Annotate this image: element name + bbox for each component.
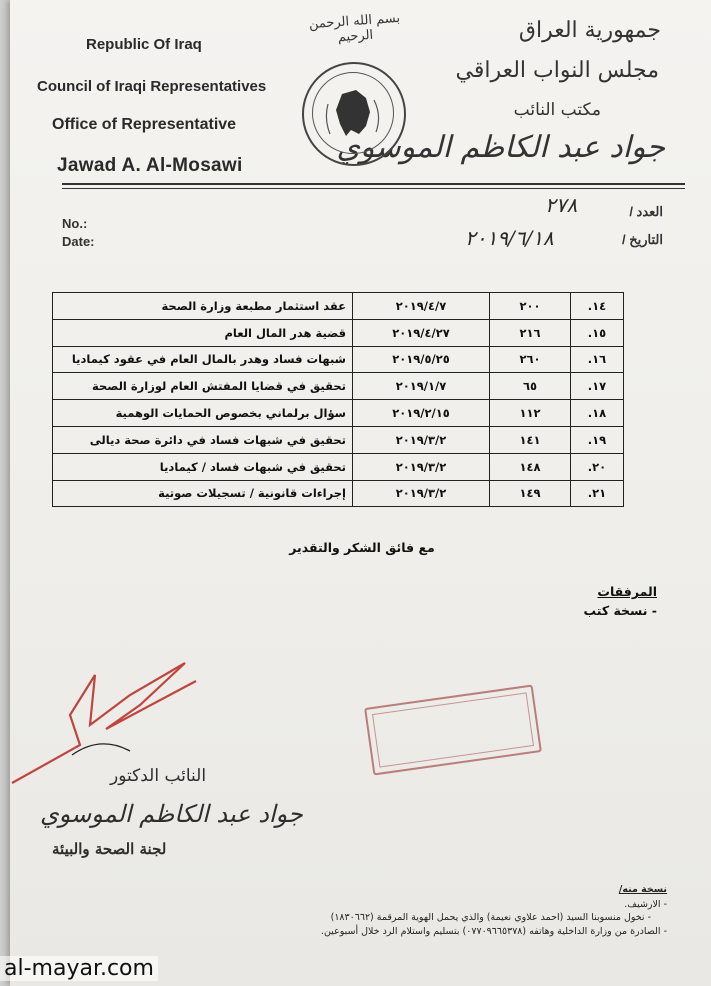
row-doc-number: ١١٢ (490, 400, 571, 427)
header-rule (62, 183, 685, 185)
row-number: ١٦. (571, 346, 624, 373)
row-doc-number: ١٤٩ (490, 480, 571, 507)
header-en-name: Jawad A. Al-Mosawi (57, 155, 243, 176)
header-ar-council: مجلس النواب العراقي (455, 58, 659, 83)
row-subject: عقد استثمار مطبعة وزارة الصحة (53, 293, 353, 320)
table-row (53, 400, 624, 427)
header-ar-country: جمهورية العراق (518, 18, 661, 43)
signer-committee: لجنة الصحة والبيئة (52, 840, 167, 858)
parliament-logo-icon (302, 62, 406, 166)
table-row (53, 293, 624, 320)
row-doc-number: ٦٥ (490, 373, 571, 400)
copy-to-delegate: - نخول منسوبنا السيد (احمد علاوي نعيمة) والذي يحمل الهوية المرقمة (١٨٣٠٦٦٢) (330, 912, 651, 923)
row-date: ٢٠١٩/٣/٢ (353, 426, 490, 453)
document-page (10, 0, 711, 986)
watermark: al-mayar.com (0, 956, 158, 981)
row-subject: سؤال برلماني بخصوص الحمايات الوهمية (53, 400, 353, 427)
copy-to-archive: - الارشيف. (624, 899, 667, 910)
row-date: ٢٠١٩/٥/٢٥ (353, 346, 490, 373)
table-row (53, 319, 624, 346)
number-label-en: No.: (62, 216, 88, 231)
row-subject: تحقيق في شبهات فساد / كيماديا (53, 453, 353, 480)
row-doc-number: ١٤٨ (490, 453, 571, 480)
date-label-ar: التاريخ / (622, 232, 663, 247)
table-row (53, 346, 624, 373)
header-ar-office: مكتب النائب (513, 100, 601, 120)
row-date: ٢٠١٩/٣/٢ (353, 480, 490, 507)
row-subject: إجراءات قانونية / تسجيلات صوتية (53, 480, 353, 507)
row-date: ٢٠١٩/٤/٧ (353, 293, 490, 320)
header-en-office: Office of Representative (52, 116, 237, 133)
row-doc-number: ٢٦٠ (490, 346, 571, 373)
attachments-item: - نسخة كتب (583, 603, 657, 618)
row-subject: شبهات فساد وهدر بالمال العام في عقود كيماديا (53, 346, 353, 373)
table-row (53, 373, 624, 400)
copy-to-delegate-cont: - الصادرة من وزارة الداخلية وهاتفه (٠٧٧٠٩٦٦٥٣٧٨) بتسليم واستلام الرد خلال أسبوعين. (320, 926, 667, 937)
copy-to-title: نسخة منه/ (618, 884, 667, 895)
row-doc-number: ١٤١ (490, 426, 571, 453)
basmala: بسم الله الرحمن الرحيم (308, 10, 401, 46)
row-subject: تحقيق في قضايا المفتش العام لوزارة الصحة (53, 373, 353, 400)
row-number: ١٨. (571, 400, 624, 427)
document-number: ٢٧٨ (545, 193, 578, 217)
row-doc-number: ٢٠٠ (490, 293, 571, 320)
row-date: ٢٠١٩/٢/١٥ (353, 400, 490, 427)
correspondence-table (52, 292, 624, 507)
row-number: ١٥. (571, 319, 624, 346)
header-en-country: Republic Of Iraq (86, 36, 202, 53)
row-date: ٢٠١٩/٤/٢٧ (353, 319, 490, 346)
table-row (53, 480, 624, 507)
row-subject: قضية هدر المال العام (53, 319, 353, 346)
row-date: ٢٠١٩/٣/٢ (353, 453, 490, 480)
office-stamp (364, 685, 542, 776)
header-ar-name: جواد عبد الكاظم الموسوي (336, 130, 665, 165)
closing-line: مع فائق الشكر والتقدير (289, 540, 435, 555)
signer-title: النائب الدكتور (110, 766, 207, 786)
row-date: ٢٠١٩/١/٧ (353, 373, 490, 400)
row-doc-number: ٢١٦ (490, 319, 571, 346)
row-number: ١٤. (571, 293, 624, 320)
table-row (53, 426, 624, 453)
attachments-title: المرفقات (597, 584, 657, 599)
signer-name: جواد عبد الكاظم الموسوي (40, 800, 303, 828)
header-en-council: Council of Iraqi Representatives (37, 78, 267, 95)
header-rule-thin (62, 188, 685, 189)
row-number: ٢٠. (571, 453, 624, 480)
number-label-ar: العدد / (629, 204, 663, 219)
row-subject: تحقيق في شبهات فساد في دائرة صحة ديالى (53, 426, 353, 453)
row-number: ١٩. (571, 426, 624, 453)
date-label-en: Date: (62, 234, 95, 249)
table-row (53, 453, 624, 480)
document-date: ٢٠١٩/٦/١٨ (465, 226, 554, 250)
row-number: ١٧. (571, 373, 624, 400)
row-number: ٢١. (571, 480, 624, 507)
